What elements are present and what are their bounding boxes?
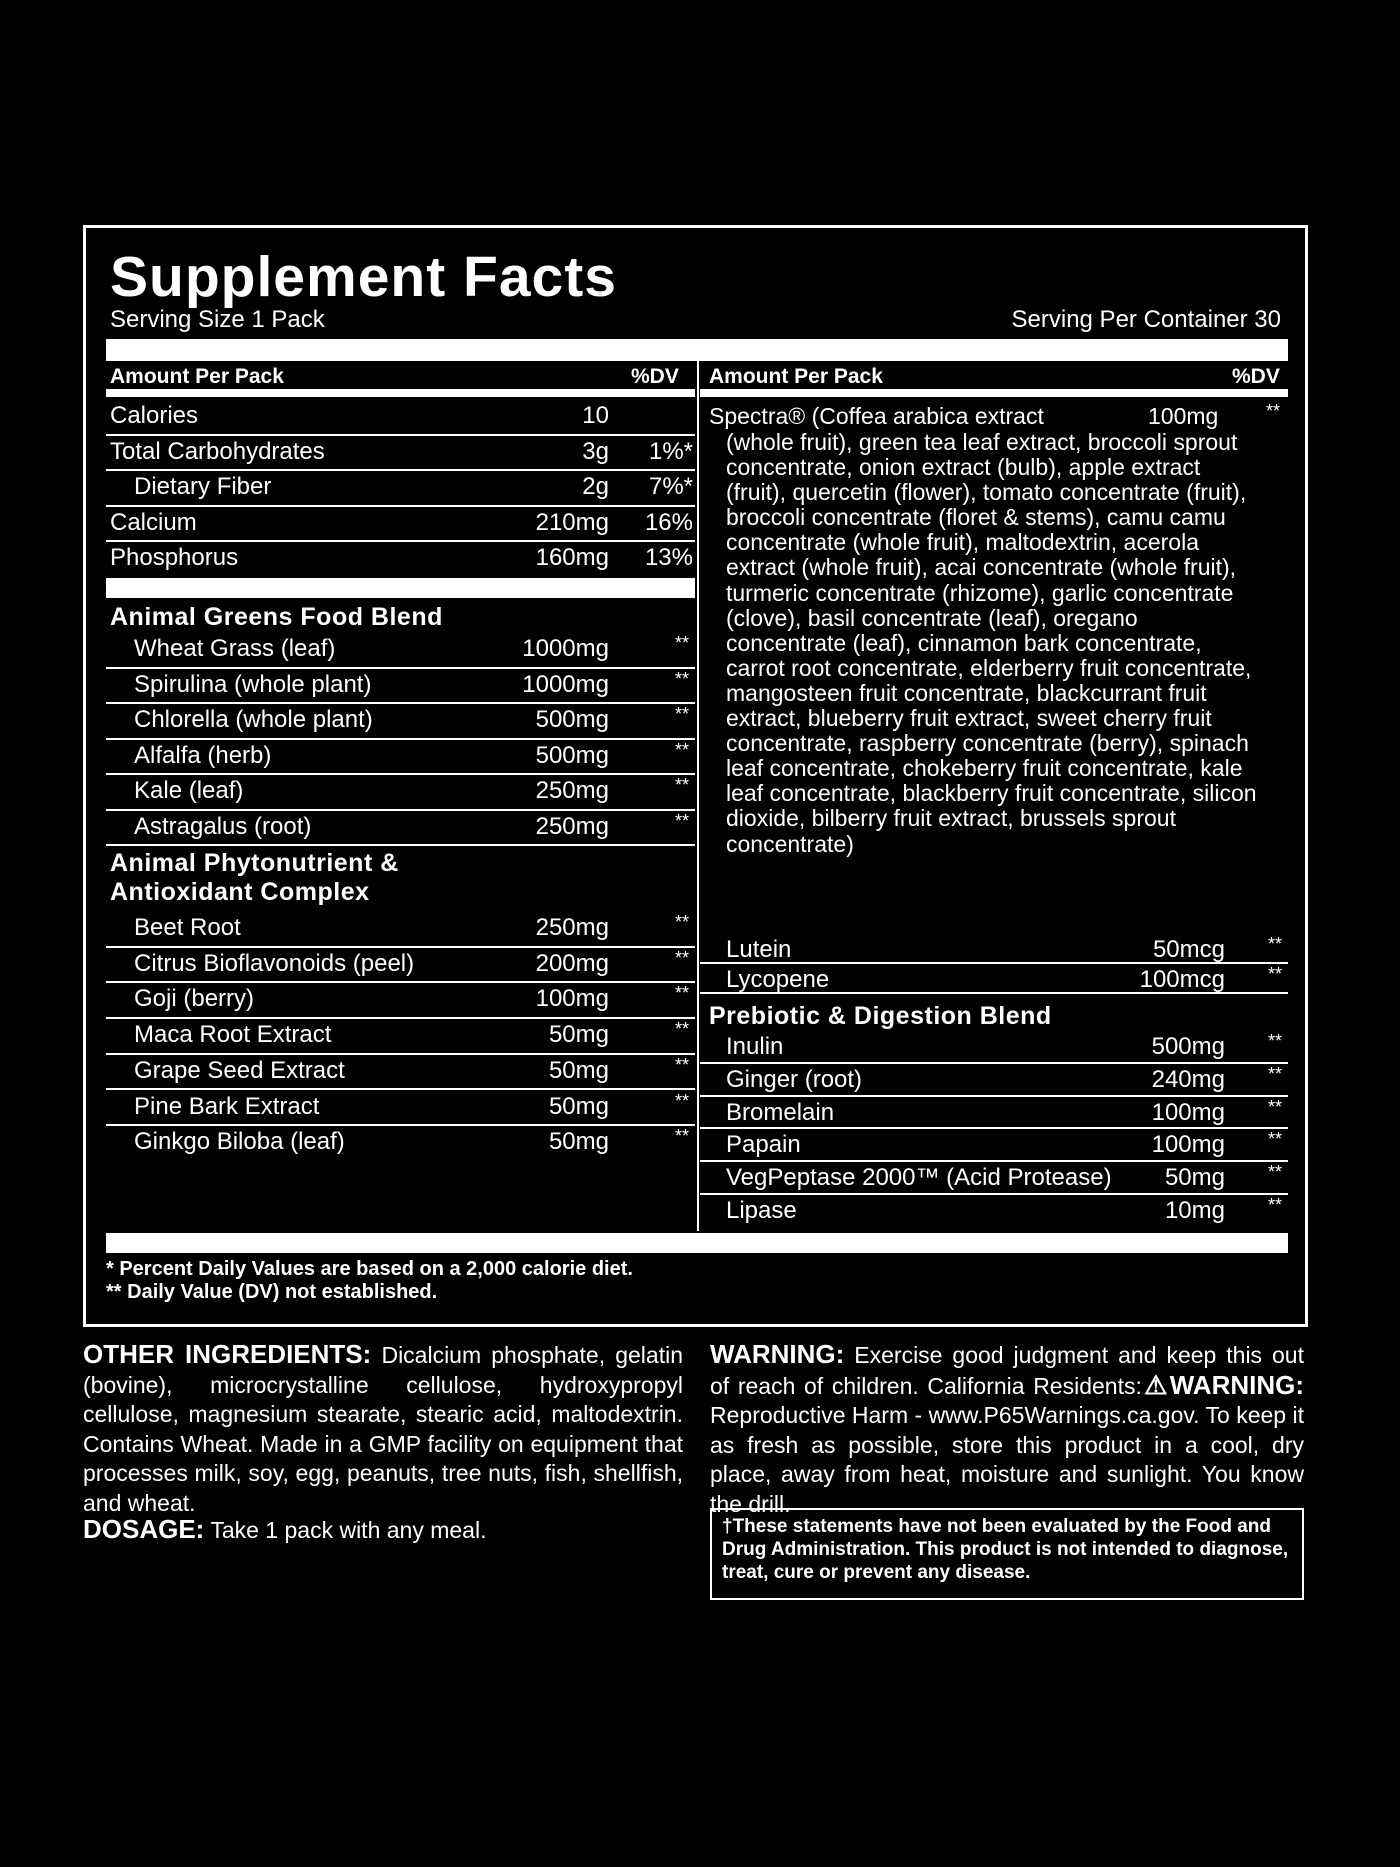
blend-item-row bbox=[106, 1126, 695, 1162]
nutrient-amount: 240mg bbox=[1151, 1065, 1225, 1093]
nutrient-amount: 100mg bbox=[535, 985, 609, 1013]
blend-item-row bbox=[106, 1019, 695, 1055]
blend-item-row bbox=[106, 775, 695, 811]
nutrient-name: Papain bbox=[726, 1131, 801, 1159]
supplement-facts-panel bbox=[83, 225, 1308, 1327]
nutrient-amount: 250mg bbox=[535, 914, 609, 941]
nutrient-name: Pine Bark Extract bbox=[134, 1092, 320, 1120]
nutrient-amount: 50mg bbox=[548, 1021, 609, 1049]
nutrient-dv: 1%* bbox=[648, 437, 693, 465]
nutrient-name: Calories bbox=[110, 402, 199, 429]
nutrient-amount: 1000mg bbox=[522, 635, 609, 662]
left-header-dv: %DV bbox=[631, 365, 679, 388]
nutrient-dv: ** bbox=[674, 1019, 689, 1040]
nutrient-dv: ** bbox=[674, 1090, 689, 1111]
nutrient-dv: ** bbox=[1267, 1031, 1282, 1051]
nutrient-dv: ** bbox=[1267, 1063, 1282, 1084]
nutrient-name: Lipase bbox=[726, 1197, 797, 1224]
nutrient-amount: 160mg bbox=[535, 544, 609, 571]
nutrient-name: Beet Root bbox=[134, 914, 241, 941]
nutrient-row bbox=[106, 471, 695, 507]
nutrient-dv: ** bbox=[1267, 1096, 1282, 1117]
nutrient-dv: ** bbox=[674, 1054, 689, 1075]
bottom-bar bbox=[106, 1233, 1288, 1253]
nutrient-row bbox=[106, 542, 695, 578]
nutrient-name: Spirulina (whole plant) bbox=[134, 670, 372, 698]
nutrient-name: Ginger (root) bbox=[726, 1065, 863, 1093]
nutrient-amount: 210mg bbox=[535, 508, 609, 536]
nutrient-amount: 100mg bbox=[1151, 1098, 1225, 1126]
prop65-warning-label: ⚠WARNING: bbox=[1141, 1369, 1305, 1400]
blend-item-row bbox=[700, 1162, 1288, 1195]
other-ingredients-label: OTHER INGREDIENTS: bbox=[83, 1339, 372, 1369]
nutrient-amount: 2g bbox=[582, 473, 609, 500]
servings-per-container: Serving Per Container 30 bbox=[1011, 306, 1281, 333]
blend-item-row bbox=[106, 1055, 695, 1091]
nutrient-amount: 50mcg bbox=[1152, 936, 1225, 963]
blend-item-row bbox=[700, 1031, 1288, 1064]
nutrient-dv: ** bbox=[1267, 1195, 1282, 1215]
nutrient-amount: 200mg bbox=[535, 949, 609, 977]
nutrient-name: Total Carbohydrates bbox=[110, 437, 325, 465]
spectra-name-text: Spectra® (Coffea arabica extract bbox=[709, 403, 1044, 429]
nutrient-row bbox=[106, 400, 695, 436]
nutrient-dv: ** bbox=[674, 633, 689, 653]
nutrient-name: VegPeptase 2000™ (Acid Protease) bbox=[726, 1164, 1112, 1192]
footnote-dv: * Percent Daily Values are based on a 2,000 calorie diet. bbox=[106, 1258, 633, 1280]
nutrient-name: Lycopene bbox=[726, 966, 830, 993]
blend-item-row bbox=[106, 912, 695, 948]
footnote-not-established: ** Daily Value (DV) not established. bbox=[106, 1281, 438, 1303]
nutrient-dv: ** bbox=[674, 704, 689, 724]
nutrient-amount: 100mcg bbox=[1139, 966, 1225, 993]
nutrient-name: Kale (leaf) bbox=[134, 777, 244, 804]
nutrient-name: Wheat Grass (leaf) bbox=[134, 635, 336, 662]
spectra-item-row bbox=[700, 934, 1288, 964]
fda-statement: †These statements have not been evaluated by the Food and Drug Administration. This product is not intended to diagnose, treat, cure or prevent any disease. bbox=[710, 1508, 1304, 1600]
blend-item-row bbox=[700, 1129, 1288, 1162]
nutrient-amount: 250mg bbox=[535, 777, 609, 804]
nutrient-amount: 50mg bbox=[548, 1092, 609, 1120]
nutrient-amount: 250mg bbox=[535, 812, 609, 840]
right-header-dv: %DV bbox=[1232, 365, 1280, 388]
prebiotic-blend-title: Prebiotic & Digestion Blend bbox=[709, 1002, 1052, 1030]
nutrient-dv: ** bbox=[674, 947, 689, 968]
dosage-text: Take 1 pack with any meal. bbox=[210, 1517, 487, 1543]
nutrient-row bbox=[106, 436, 695, 472]
spectra-name bbox=[709, 403, 1044, 430]
nutrient-amount: 500mg bbox=[535, 741, 609, 769]
nutrient-dv: ** bbox=[674, 912, 689, 932]
nutrient-dv: ** bbox=[674, 1126, 689, 1147]
nutrient-dv: ** bbox=[674, 983, 689, 1004]
nutrient-row bbox=[106, 507, 695, 543]
blend-item-row bbox=[106, 704, 695, 740]
warning bbox=[710, 1340, 1304, 1519]
blend-item-row bbox=[700, 1064, 1288, 1097]
nutrient-dv: ** bbox=[674, 668, 689, 689]
spectra-description: (whole fruit), green tea leaf extract, broccoli sprout concentrate, onion extract (bulb), apple extract (fruit), quercetin (flower), tomato concentrate (fruit), broccoli concentrate (floret & stems), camu camu concentrate (whole fruit), maltodextrin, acerola extract (whole fruit), acai concentrate (whole fruit), turmeric concentrate (rhizome), garlic concentrate (clove), basil concentrate (leaf), oregano concentrate (leaf), cinnamon bark concentrate, carrot root concentrate, elderberry fruit concentrate, mangosteen fruit concentrate, blackcurrant fruit extract, blueberry fruit extract, sweet cherry fruit concentrate, raspberry concentrate (berry), spinach leaf concentrate, chokeberry fruit concentrate, kale leaf concentrate, blackberry fruit concentrate, silicon dioxide, bilberry fruit extract, brussels sprout concentrate) bbox=[726, 429, 1257, 857]
column-divider bbox=[697, 361, 699, 1231]
nutrient-name: Calcium bbox=[110, 508, 197, 536]
warning-text-2: Reproductive Harm - www.P65Warnings.ca.gov. To keep it as fresh as possible, store this product in a cool, dry place, away from heat, moisture and sunlight. You know the drill. bbox=[710, 1402, 1304, 1517]
blend-item-row bbox=[106, 669, 695, 705]
warning-text-1: Exercise good judgment and keep this out of reach of children. California Residents: bbox=[710, 1342, 1304, 1399]
nutrient-name: Bromelain bbox=[726, 1098, 835, 1126]
blend-item-row bbox=[700, 1097, 1288, 1130]
nutrient-amount: 500mg bbox=[1151, 1033, 1225, 1060]
panel-title: Supplement Facts bbox=[110, 245, 617, 309]
nutrient-name: Lutein bbox=[726, 936, 792, 963]
nutrient-amount: 1000mg bbox=[522, 670, 609, 698]
left-mid-bar bbox=[106, 578, 695, 598]
nutrient-name: Maca Root Extract bbox=[134, 1021, 332, 1049]
greens-blend-title: Animal Greens Food Blend bbox=[110, 603, 443, 631]
nutrient-dv: ** bbox=[1267, 964, 1282, 984]
nutrient-amount: 10 bbox=[582, 402, 609, 429]
warning-label: WARNING: bbox=[710, 1339, 845, 1369]
nutrient-dv: 7%* bbox=[648, 473, 693, 500]
nutrient-dv: 16% bbox=[644, 508, 693, 536]
nutrient-amount: 3g bbox=[582, 437, 609, 465]
left-header-rule bbox=[106, 389, 695, 397]
right-header-rule bbox=[700, 389, 1288, 397]
nutrient-name: Citrus Bioflavonoids (peel) bbox=[134, 949, 415, 977]
nutrient-amount: 10mg bbox=[1164, 1197, 1225, 1224]
nutrient-amount: 50mg bbox=[548, 1128, 609, 1156]
dosage-label: DOSAGE: bbox=[83, 1514, 205, 1544]
nutrient-dv: ** bbox=[1267, 1162, 1282, 1183]
serving-size: Serving Size 1 Pack bbox=[110, 306, 325, 333]
nutrient-dv: ** bbox=[674, 775, 689, 795]
nutrient-amount: 50mg bbox=[1164, 1164, 1225, 1192]
nutrient-amount: 100mg bbox=[1151, 1131, 1225, 1159]
nutrient-name: Phosphorus bbox=[110, 544, 239, 571]
nutrient-dv: ** bbox=[1267, 1129, 1282, 1150]
spectra-dv: ** bbox=[1266, 401, 1281, 421]
blend-item-row bbox=[106, 740, 695, 776]
blend-item-row bbox=[106, 633, 695, 669]
phyto-blend-title-line1: Animal Phytonutrient & bbox=[110, 849, 399, 877]
other-ingredients-text: Dicalcium phosphate, gelatin (bovine), microcrystalline cellulose, hydroxypropyl cellulose, magnesium stearate, stearic acid, maltodextrin. Contains Wheat. Made in a GMP facility on equipment that processes milk, soy, egg, peanuts, tree nuts, fish, shellfish, and wheat. bbox=[83, 1342, 683, 1516]
nutrient-dv: 13% bbox=[644, 544, 693, 571]
nutrient-dv: ** bbox=[674, 810, 689, 831]
top-bar bbox=[106, 339, 1288, 361]
blend-item-row bbox=[106, 811, 695, 847]
blend-item-row bbox=[106, 1091, 695, 1127]
nutrient-name: Inulin bbox=[726, 1033, 784, 1060]
dosage bbox=[83, 1515, 683, 1546]
spectra-item-row bbox=[700, 964, 1288, 994]
blend-item-row bbox=[700, 1195, 1288, 1228]
spectra-amount: 100mg bbox=[1148, 403, 1219, 429]
blend-item-row bbox=[106, 983, 695, 1019]
nutrient-amount: 500mg bbox=[535, 706, 609, 733]
nutrient-name: Dietary Fiber bbox=[134, 473, 272, 500]
nutrient-name: Alfalfa (herb) bbox=[134, 741, 272, 769]
nutrient-amount: 50mg bbox=[548, 1056, 609, 1084]
nutrient-dv: ** bbox=[1267, 934, 1282, 954]
nutrient-name: Ginkgo Biloba (leaf) bbox=[134, 1128, 345, 1156]
nutrient-name: Goji (berry) bbox=[134, 985, 255, 1013]
nutrient-name: Chlorella (whole plant) bbox=[134, 706, 373, 733]
right-header-amount: Amount Per Pack bbox=[709, 365, 883, 388]
nutrient-name: Astragalus (root) bbox=[134, 812, 312, 840]
nutrient-dv: ** bbox=[674, 739, 689, 760]
other-ingredients bbox=[83, 1340, 683, 1518]
blend-item-row bbox=[106, 948, 695, 984]
phyto-blend-title-line2: Antioxidant Complex bbox=[110, 878, 370, 906]
nutrient-name: Grape Seed Extract bbox=[134, 1056, 345, 1084]
left-header-amount: Amount Per Pack bbox=[110, 365, 284, 388]
